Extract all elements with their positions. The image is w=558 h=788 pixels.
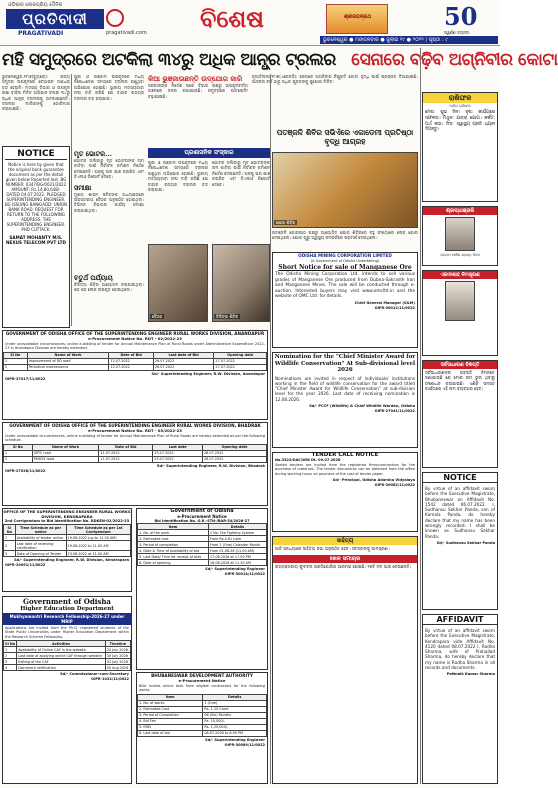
t1-head: GOVERNMENT OF ODISHA OFFICE OF THE SUPERINTENDING ENGINEER RURAL WORKS DIVISION, ANANDAPUR: [5, 331, 265, 336]
table-header-cell: Sl No: [4, 444, 33, 450]
divider: [71, 74, 72, 326]
bda-ad: [136, 672, 268, 784]
table-cell: 4: [4, 665, 17, 671]
table-cell: From 1 (One) Calendar Month: [208, 542, 266, 548]
table-cell: Availability of tender online: [15, 535, 66, 541]
table-cell: 1: [4, 450, 33, 456]
anniversary-number: 50: [444, 2, 478, 31]
khela-text: ରାଜ୍ୟସ୍ତରୀୟ ଫୁଟବଲ ପ୍ରତିଯୋଗିତା ଆରମ୍ଭ ହୋଇଛି। ୧୬ଟି ଦଳ ଭାଗ ନେଉଛନ୍ତି।: [275, 564, 412, 570]
table-cell: 08.07.2026 to 8.00 PM: [203, 730, 267, 736]
logo-tagline: ଓଡ଼ିଶାର ଲୋକପ୍ରିୟ ଦୈନିକ: [8, 2, 63, 8]
logo-area: [2, 2, 154, 40]
headline-part2: ସେନାରେ ବଢ଼ିବ ଅଗ୍ନିବୀର କୋଟା: [351, 50, 558, 70]
sub-mid2-text: ଭୋଟର ତାଲିକାରୁ ମୃତ ଭୋଟରଙ୍କ ନାମ କାଟିବା ପାଇଁ ନିର୍ବାଚନ କମିଶନ ନିର୍ଦ୍ଦେଶ ଦେଇଛନ୍ତି। ଘରକୁ ଘର ଯାଞ୍ଚ କରାଯିବ ଏବଂ ବିଏଲଓ ରିପୋର୍ଟ ଦେବେ।: [212, 160, 270, 187]
table-cell: 20 July 2026: [105, 647, 130, 653]
notice-title: NOTICE: [5, 149, 67, 160]
table-cell: 26.07.2022: [203, 456, 267, 462]
table-row: [138, 730, 267, 736]
table-header-cell: Item: [138, 694, 203, 700]
table-cell: 6. Date of opening: [138, 560, 209, 566]
award-pub: OIPR-27041/11/0022: [374, 408, 415, 413]
table-cell: 2: [4, 364, 28, 370]
table-cell: 26.07.2022: [153, 364, 214, 370]
table-cell: 18.08.2026 at 11.30 AM: [208, 560, 266, 566]
table-cell: 4. Date & Time of availability of bid: [138, 548, 209, 554]
sahitya-title: ସାହିତ୍ୟ: [273, 537, 417, 545]
divider: [270, 74, 271, 784]
table-cell: 23.08.2022 at 11.00 AM: [66, 551, 130, 557]
kia-story: [148, 74, 248, 146]
table-cell: 5. EMD: [138, 724, 203, 730]
govt-pub: OIPR-1022/11/0022: [91, 677, 129, 682]
obit-title: ଶ୍ରଦ୍ଧାଞ୍ଜଳି: [423, 207, 497, 215]
sub3-text: ଚିକିତ୍ସା ଶିବିର ଆୟୋଜନ କରାଯାଇଥିଲା। ଶହ ଶହ ଲୋକ ଉପକୃତ ହୋଇଥିଲେ।: [74, 282, 144, 293]
table-cell: Last date of receiving clarification: [15, 541, 66, 551]
notice-box: [2, 146, 70, 328]
kia-title: କିଆ ଭୁଞ୍ଜାଉଛନ୍ତି ଉଦ୍‌ଯୋଗ ଜାରି: [148, 74, 243, 83]
photo-meeting: [148, 244, 208, 322]
table-header-cell: Sl No: [4, 525, 16, 535]
table-cell: 3. Period of completion: [138, 542, 209, 548]
table-cell: 6. Last date of bid: [138, 730, 203, 736]
tender-call-title: TENDER CALL NOTICE: [311, 452, 379, 458]
public-notice-box: [422, 360, 498, 468]
table-cell: 1: [4, 358, 28, 364]
rashifal-sub: ଆଜିର ରାଶିଫଳ: [449, 104, 471, 108]
t1-pub: OIPR-27017/11/0022: [5, 376, 46, 381]
bda-title: BHUBANESWAR DEVELOPMENT AUTHORITY: [151, 673, 253, 678]
t3-head: OFFICE OF THE SUPERINTENDING ENGINEER RURAL WORKS DIVISION, KENDRAPARA: [3, 509, 131, 519]
table-header-cell: Last date: [153, 444, 203, 450]
table-row: [4, 364, 267, 370]
table-cell: Availability of Online CAF in the website: [17, 647, 105, 653]
table-cell: 3: [4, 659, 17, 665]
table-cell: Rs. 1.25 Crore: [203, 706, 267, 712]
sub2-title: ସମୀକ୍ଷା: [74, 183, 92, 192]
table-cell: 2: [4, 653, 17, 659]
sub-story-1: [74, 150, 144, 270]
main-headline: [2, 48, 558, 72]
newspaper-logo[interactable]: ପ୍ରତିବାଦୀ: [6, 9, 104, 29]
photo-camp: [212, 244, 270, 322]
t2-sub: e-Procurement Notice No. RDT - 03/2022-23: [88, 428, 182, 433]
table-cell: From 01.08.26 (11.00 AM): [208, 548, 266, 554]
table-cell: 1 No. Fire Fighting System: [208, 530, 266, 536]
op-id: Bid Identification No. O.R.-STN-/BAR-54/2026-27: [154, 519, 250, 523]
tender-call-pub: OIPR-30082/11/0022: [374, 483, 415, 488]
obituary2-box: [422, 270, 498, 356]
yoga-text: ପତଞ୍ଜଳି ଯୋଗପୀଠ ପକ୍ଷରୁ ଆୟୋଜିତ ଯୋଗ ଶିବିରରେ ବହୁ ସଂଖ୍ୟାରେ ଲୋକ ଯୋଗ ଦେଇଥିଲେ। ଯୋଗ ଗୁରୁ ସ୍ୱାସ୍ଥ୍ୟ ସମ୍ପର୍କରେ ପରାମର୍ଶ ଦେଇଥିଲେ।: [272, 230, 418, 241]
affidavit-title: AFFIDAVIT: [423, 615, 497, 625]
table-cell: 27.07.2022: [214, 358, 267, 364]
table-row: [4, 456, 267, 462]
table-cell: 2: [4, 541, 16, 551]
notice-body: Notice is here by given that the original bank guarantee document as per the detail given below Reported lost. BG NUMBER: 0347/BG/0021/2022 AMOUNT: Rs.14,80,648/- DATED 04.07.2022. PLEDGED SUPERINTENDING ENGINEER. BG ISSUING BANK/ADD: UNION BANK ROAD. REQUEST FOR RETURN TO THE FOLLOWING ADDRESS. THE SUPERINTENDING ENGINEER. PHD CUTTACK.: [5, 162, 67, 232]
yoga-headline-box: [272, 128, 418, 150]
table-cell: 25.07.2022: [153, 450, 203, 456]
sub2-text: ମୁଖ୍ୟ ଶାସନ ସଚିବଙ୍କ ଅଧ୍ୟକ୍ଷତାରେ ଉଚ୍ଚସ୍ତରୀୟ ବୈଠକ ଅନୁଷ୍ଠିତ ହୋଇଥିଲା। ବିଭିନ୍ନ ବିଭାଗର କାର୍ଯ୍ୟ ସମୀକ୍ଷା କରାଯାଇଥିଲା।: [74, 191, 144, 213]
table-cell: 1 (One): [203, 700, 267, 706]
op-sub: e-Procurement Notice: [177, 514, 227, 519]
table-cell: 19.08.2022 (up to 11.00 AM): [66, 535, 130, 541]
table-header-cell: Opening date: [203, 444, 267, 450]
table-cell: 11.07.2022: [99, 456, 153, 462]
dateline: ଭୁବନେଶ୍ୱର ● ମଙ୍ଗଳବାର ● ଜୁଲାଇ ୧୯ ● ୨୦୨୨ | ପୃଷ୍ଠା : ୯: [320, 36, 498, 44]
notice2-text: By virtue of an affidavit sworn before the Executive Magistrate, Bhubaneswar on Affidavit No. 1542 dated 06.07.2022. I, Sudhansu Sekhar Panda, son of Kamala Panda, do hereby declare that my name has been wrongly recorded. I shall be known as Sudhansu Sekhar Panda.: [425, 486, 495, 539]
table-cell: 12.07.2022: [109, 364, 153, 370]
masthead: [0, 0, 500, 46]
govt-body: Applications are invited from the Ph.D. registered students of the State Public Universities under Higher Education Department within the Research Scheme Fellowship.: [5, 626, 129, 639]
sub1-title: ମୃତ ଭୋଟର...: [74, 150, 112, 158]
yoga-title: ପତଞ୍ଜଳି ଶିବିର ସଭିଏଁରେ ଏକାଡେମୀ ପ୍ରତିଷ୍ଠା ବୃଦ୍ଧି ଆଗ୍ରହ: [276, 128, 414, 146]
rashifal-box: [422, 92, 498, 202]
omc-title: ODISHA MINING CORPORATION LIMITED: [298, 253, 392, 258]
award-title: Nomination for the "Chief Minister Award for Wildlife Conservation" At Sub-divisional level 2026: [274, 354, 416, 374]
story-col2-text: ପୁରୀ ଓ ଗଞ୍ଜାମ ଉପକୂଳରେ ମଧ୍ୟ ନିଷେଧାଦେଶ ସମୟରେ ଟ୍ରଲର ପଶୁଥିବା ଅଭିଯୋଗ ହୋଇଛି। ସ୍ଥାନୀୟ ମତ୍ସ୍ୟଜୀବୀ ସଂଘ ଦାବି କରିଛି ଯେ ବାହାର ରାଜ୍ୟର ଟ୍ରଲର ବନ୍ଦ କରାଯାଉ।: [74, 74, 144, 101]
table-cell: PMGSY road: [32, 456, 99, 462]
govt-table: [3, 640, 131, 671]
table-cell: Date of Opening of Tender: [15, 551, 66, 557]
omc-band: Short Notice for sale of Manganese Ore: [278, 264, 412, 272]
affidavit-text: By virtue of an affidavit sworn before the Executive Magistrate, Kendrapara vide Affidavit No. 4120 dated 08.07.2022 I, Radha Sharma, wife of Prahallad Sharma, do hereby declare that my name is Radha Sharma in all records and documents.: [425, 628, 495, 671]
table-cell: Rs. 1,25,000/-: [203, 724, 267, 730]
table-cell: 3: [4, 551, 16, 557]
table-cell: 25.07.2022: [153, 456, 203, 462]
table-cell: 19.08.2022 to 11.00 AM: [66, 541, 130, 551]
sub1-text: ଭୋଟର ତାଲିକାରୁ ମୃତ ଭୋଟରଙ୍କ ନାମ କାଟିବା ପାଇଁ ନିର୍ବାଚନ କମିଶନ ନିର୍ଦ୍ଦେଶ ଦେଇଛନ୍ତି। ଘରକୁ ଘର ଯାଞ୍ଚ କରାଯିବ ଏବଂ ବିଏଲଓ ରିପୋର୍ଟ ଦେବେ।: [74, 158, 144, 180]
table-header-cell: Date of Bid: [109, 352, 153, 358]
divider: [420, 48, 421, 784]
bda-sub: e-Procurement Notice: [178, 678, 226, 683]
tender-bhadrak: [2, 422, 268, 506]
table-cell: 4. Bid Fee: [138, 718, 203, 724]
table-header-cell: Opening date: [214, 352, 267, 358]
op-title: Government of Odisha: [170, 508, 234, 514]
table-header-cell: Date of Bid: [99, 444, 153, 450]
govt-sign: Sd/- Commissioner-cum-Secretary: [60, 672, 129, 677]
award-ad: [272, 352, 418, 448]
table-cell: 3. Period of Completion: [138, 712, 203, 718]
table-header-cell: Last date of Bid: [153, 352, 214, 358]
logo-english: PRAGATIVADI: [18, 30, 64, 37]
omc-sign: Chief General Manager (S&M): [354, 301, 415, 306]
agni-text: ନୂଆଦିଲ୍ଲୀ,୧୮ା୭(ଏଜେନ୍ସି): ସେନାରେ ଅଗ୍ନିବୀର ନିଯୁକ୍ତି କୋଟା ବୃଦ୍ଧି ପାଇଁ ପ୍ରସ୍ତାବ ଦିଆଯାଇଛି। ଆସନ୍ତା ବର୍ଷ ଠାରୁ ଅଧିକ ଯୁବକଙ୍କୁ ସୁଯୋଗ ମିଳିବ।: [252, 74, 418, 85]
photo-yoga-label: ଯୋଗ ଶିବିର: [276, 220, 296, 225]
anniversary-badge: [444, 4, 494, 34]
rashifal-title: ରାଶିଫଳ: [423, 93, 497, 103]
table-cell: 17.08.2026 at 17.00 PM: [208, 554, 266, 560]
sub3-title: ଚତୁର୍ଥ ପର୍ଯ୍ୟାୟ: [74, 274, 113, 282]
table-cell: 11.07.2022: [99, 450, 153, 456]
t3-table: [3, 524, 131, 557]
bda-sign: Sd/- Superintending Engineer: [205, 737, 265, 742]
obit2-title: ଏକାଦଶାହ ନିମନ୍ତ୍ରଣ: [423, 271, 497, 279]
omc-ad: [272, 252, 418, 348]
table-cell: 5. Last Date/ Time for receipt of bids: [138, 554, 209, 560]
sarbasadharana-title: ସର୍ବସାଧାରଣ ବିଜ୍ଞପ୍ତି: [423, 361, 497, 369]
govt-sub: Higher Education Department: [20, 606, 114, 612]
table-row: [138, 560, 267, 566]
t1-table: [3, 352, 267, 371]
table-cell: Improvement of RD road: [27, 358, 109, 364]
notice2-sign: Sd/- Sudhansu Sekhar Panda: [436, 540, 495, 545]
notice-sign: SAMAT MOHANTY M/S. NEXUS TELECOM PVT LTD: [6, 235, 66, 245]
table-cell: Document verification: [17, 665, 105, 671]
table-cell: 30 July 2026: [105, 653, 130, 659]
table-cell: Editing of the CAF: [17, 659, 105, 665]
table-header-cell: Name of Work: [27, 352, 109, 358]
table-cell: 1. No. of the work: [138, 530, 209, 536]
section-title: ବିଶେଷ: [200, 4, 264, 33]
table-cell: 1. No. of works: [138, 700, 203, 706]
sub-story-3: [74, 274, 144, 326]
table-header-cell: Timeline: [105, 641, 130, 647]
table-row: [4, 665, 131, 671]
t2-head: GOVERNMENT OF ODISHA OFFICE OF THE SUPERINTENDING ENGINEER RURAL WORKS DIVISION, BHADRAK: [9, 423, 261, 428]
story-left-col: ଭୁବନେଶ୍ୱର,୧୮ା୭(ବ୍ୟୁରୋ): ରାଜ୍ୟ ସମୁଦ୍ର ଉପକୂଳରେ ବେଆଇନ ମାଛଧରା ବନ୍ଦ ହେଉନି। ମତ୍ସ୍ୟ ବିଭାଗ ଓ ଉପକୂଳ ରକ୍ଷୀ ବାହିନୀ ମିଳିତ ଅଭିଯାନ ଚଳାଇ ୩୪ରୁ ଅଧିକ ଆନ୍ଧ୍ର ଟ୍ରଲରକୁ ଅଟକାଇଛନ୍ତି। ଟ୍ରଲର ମାଲିକଙ୍କୁ ଜୋରିମାନା କରାଯାଇଛି।: [2, 74, 70, 112]
t2-table: [3, 444, 267, 463]
table-header-cell: Activities: [17, 641, 105, 647]
table-cell: 26.07.2022: [153, 358, 214, 364]
t3-sub: 2nd Corrigendum to Bid Identification No. RDKEN-02/2022-23: [4, 519, 130, 523]
table-header-cell: Sl No: [4, 352, 28, 358]
sub-story-mid2: [212, 160, 270, 240]
table-header-cell: Sl No: [5, 641, 16, 646]
story-col2: [74, 74, 144, 146]
t3-sign: Sd/- Superintending Engineer, R.W. Division, Kendrapara: [14, 558, 129, 562]
table-cell: Last date of applying online CAF through website: [17, 653, 105, 659]
khela-title: ଖେଳ ସମାଚାର: [273, 555, 417, 563]
table-cell: From Rs.4.81 Lakh: [208, 536, 266, 542]
table-cell: 2. Estimated cost: [138, 536, 209, 542]
emblem-icon: [106, 9, 124, 27]
table-cell: 05 Aug 2026: [105, 665, 130, 671]
tender-call-ad: [272, 452, 418, 532]
table-cell: 2. Estimated Cost: [138, 706, 203, 712]
table-cell: 2: [4, 456, 33, 462]
t3-pub: OIPR-29091/11/0022: [5, 563, 46, 567]
table-row: [4, 551, 131, 557]
bda-pub: OIPR-30089/11/0022: [224, 742, 265, 747]
rashifal-text: ମେଷ: ଶୁଭ ଦିନ। ବୃଷ: କାର୍ଯ୍ୟରେ ସଫଳତା। ମିଥୁନ: ଯାତ୍ରା ଯୋଗ। କର୍କଟ: ଅର୍ଥ ଲାଭ। ସିଂହ: ସ୍ୱାସ୍ଥ୍ୟ ପ୍ରତି ଧ୍ୟାନ ଦିଅନ୍ତୁ।: [425, 110, 495, 133]
tender-call-text: Sealed tenders are invited from the registered firms/contractors for the purchase of materials. The tender documents can be obtained from the office during working hours on payment of the cost of tender paper.: [275, 463, 415, 476]
bda-table: [137, 694, 267, 737]
tender-call-sign: Sd/- Principal, Odisha Adarsha Vidyalaya: [332, 478, 415, 483]
table-header-cell: Time Schedule as per 1st Corrigendum: [66, 525, 130, 535]
t2-pub: OIPR-27028/11/0022: [5, 468, 46, 473]
sub-mid-text: ପୁରୀ ଓ ଗଞ୍ଜାମ ଉପକୂଳରେ ମଧ୍ୟ ନିଷେଧାଦେଶ ସମୟରେ ଟ୍ରଲର ପଶୁଥିବା ଅଭିଯୋଗ ହୋଇଛି। ସ୍ଥାନୀୟ ମତ୍ସ୍ୟଜୀବୀ ସଂଘ ଦାବି କରିଛି ଯେ ବାହାର ରାଜ୍ୟର ଟ୍ରଲର ବନ୍ଦ କରାଯାଉ।: [148, 160, 208, 193]
temple-badge-text: ଶ୍ରୀଜଗନ୍ନାଥ: [343, 14, 372, 20]
op-sign: Sd/- Superintending Engineer: [205, 567, 265, 571]
award-text: Nominations are invited in respect of individuals/ institutions working in the field of wildlife conservation for the award titled "Chief Minister Award for Wildlife Conservation" at sub-division level for the year 2026. Last date of receiving nomination is 12.08.2026.: [275, 375, 415, 402]
omc-pub: OIPR-30012/11/0022: [374, 306, 415, 311]
omc-text: The Odisha Mining Corporation Ltd. intends to sell various grades of Manganese Ore produced from Dubna-Sakradih Iron and Manganese Mines. The sale will be conducted through e-auction. Interested buyers may visit www.omcltd.in and the website of OMC Ltd. for details.: [275, 272, 415, 300]
tender-anandapur: [2, 330, 268, 420]
t2-sign: Sd/- Superintending Engineer, R.W. Division, Bhadrak: [156, 463, 265, 468]
t1-sign: Sd/- Superintending Engineer, R.W. Division, Anandapur: [151, 371, 265, 376]
t1-sub: e-Procurement Notice No. RDT - 02/2022-23: [88, 336, 182, 341]
notice2-title: NOTICE: [423, 473, 497, 483]
obituary-box: [422, 206, 498, 266]
table-cell: Rs. 10,000/-: [203, 718, 267, 724]
agni-story: [252, 74, 418, 124]
govt-title: Government of Odisha: [23, 597, 111, 606]
op-table: [137, 523, 267, 566]
sahitya-text: ଆଜି ସନ୍ଧ୍ୟାରେ ସାହିତ୍ୟ ସଭା ଅନୁଷ୍ଠିତ ହେବ। ସମସ୍ତଙ୍କୁ ଆମନ୍ତ୍ରଣ।: [275, 546, 390, 551]
table-cell: 26.07.2022: [203, 450, 267, 456]
op-pub: OIPR-30014/11/0022: [224, 572, 265, 576]
sarbasadharana-text: ସର୍ବସାଧାରଣଙ୍କ ଅବଗତି ନିମନ୍ତେ ଜଣାଯାଉଛି ଯେ ମୋର ନାମ ଭୁଲ୍ ଥିବାରୁ ସଂଶୋଧନ କରାଯାଇଛି। ଏଣିକି ସମସ୍ତ କାର୍ଯ୍ୟରେ ଏହି ନାମ ବ୍ୟବହାର ହେବ।: [425, 370, 495, 392]
table-cell: Periodical maintenance: [27, 364, 109, 370]
table-row: [4, 541, 131, 551]
website: pragativadi.com: [106, 30, 147, 36]
table-header-cell: Details: [203, 694, 267, 700]
photo-meeting-label: ବୈଠକ: [152, 314, 163, 319]
table-cell: 1: [4, 647, 17, 653]
bda-body: BDA invites online bids from eligible contractors for the following works.: [139, 684, 265, 693]
tender-call-no: No.3322/OAC/WW Dt. 09.07.2026: [275, 458, 341, 462]
table-cell: 27.07.2022: [214, 364, 267, 370]
kia-text: ସରକାରଙ୍କ ନିର୍ଦ୍ଦେଶ ପରେ ବିଭାଗ ପକ୍ଷରୁ ଉପକୂଳବର୍ତ୍ତୀ ଅଞ୍ଚଳରେ ନଜର ରଖାଯାଉଛି। ସମୁଦ୍ରରେ ପାଟ୍ରୋଲିଂ ବଢ଼ାଯାଇଛି।: [148, 83, 248, 99]
tender-kendrapara: [2, 508, 132, 592]
obit-text: ପ୍ରଥମ ବାର୍ଷିକ ଶ୍ରାଦ୍ଧ ଦିବସ: [440, 253, 480, 257]
table-header-cell: Name of Work: [32, 444, 99, 450]
affidavit-sign: Pattnaik Kumar Sharma: [446, 672, 495, 677]
affidavit-box: [422, 614, 498, 784]
table-header-cell: Time Schedule as per notice: [15, 525, 66, 535]
table-header-cell: Details: [208, 524, 266, 530]
higher-education-ad: [2, 596, 132, 784]
table-cell: 06 (Six) Months: [203, 712, 267, 718]
sub-story-mid: [148, 160, 208, 240]
anniversary-sub: ସ୍ୱର୍ଣ୍ଣ ଜୟନ୍ତୀ: [444, 30, 470, 35]
omc-sub: (A Government of Odisha Undertaking): [310, 259, 380, 263]
t2-body: Under unavoidable circumstances, online e-bidding of tender for Annual Maintenance Plan of Rural Roads are hereby extended as per the following schedule.: [5, 434, 265, 443]
obit-photo: [445, 217, 475, 251]
notice2-box: [422, 472, 498, 610]
t1-body: Under unavoidable circumstances, online e-bidding of tender for Annual Maintenance Plan of Rural Roads under Administrative Expenditure 2022-23 in Anandapur Division are hereby extended.: [5, 342, 265, 351]
table-header-cell: Item: [138, 524, 209, 530]
photo-yoga: [272, 152, 418, 228]
award-sign: Sd/- PCCF (Wildlife) & Chief Wildlife Warden, Odisha: [309, 403, 415, 408]
table-cell: 1: [4, 535, 16, 541]
govt-band: Mukhyamantri Research Fellowship-2026-27 under MRIP: [3, 613, 131, 625]
odisha-procurement: [136, 508, 268, 670]
photo-camp-label: ଚିକିତ୍ସା ଶିବିର: [216, 314, 239, 319]
obit2-photo: [445, 281, 475, 321]
table-cell: 12.07.2022: [109, 358, 153, 364]
table-cell: 31 July 2026: [105, 659, 130, 665]
headline-part1: ମହି ସମୁଦ୍ରରେ ଅଟକିଲା ୩୪ରୁ ଅଧିକ ଆନ୍ଧ୍ର ଟ୍ରଲର: [2, 50, 336, 70]
table-cell: SRTC road: [32, 450, 99, 456]
misc-news: [272, 536, 418, 784]
banner-strip: ପ୍ରଶାସନିକ ସଂସ୍କାର: [148, 148, 270, 158]
